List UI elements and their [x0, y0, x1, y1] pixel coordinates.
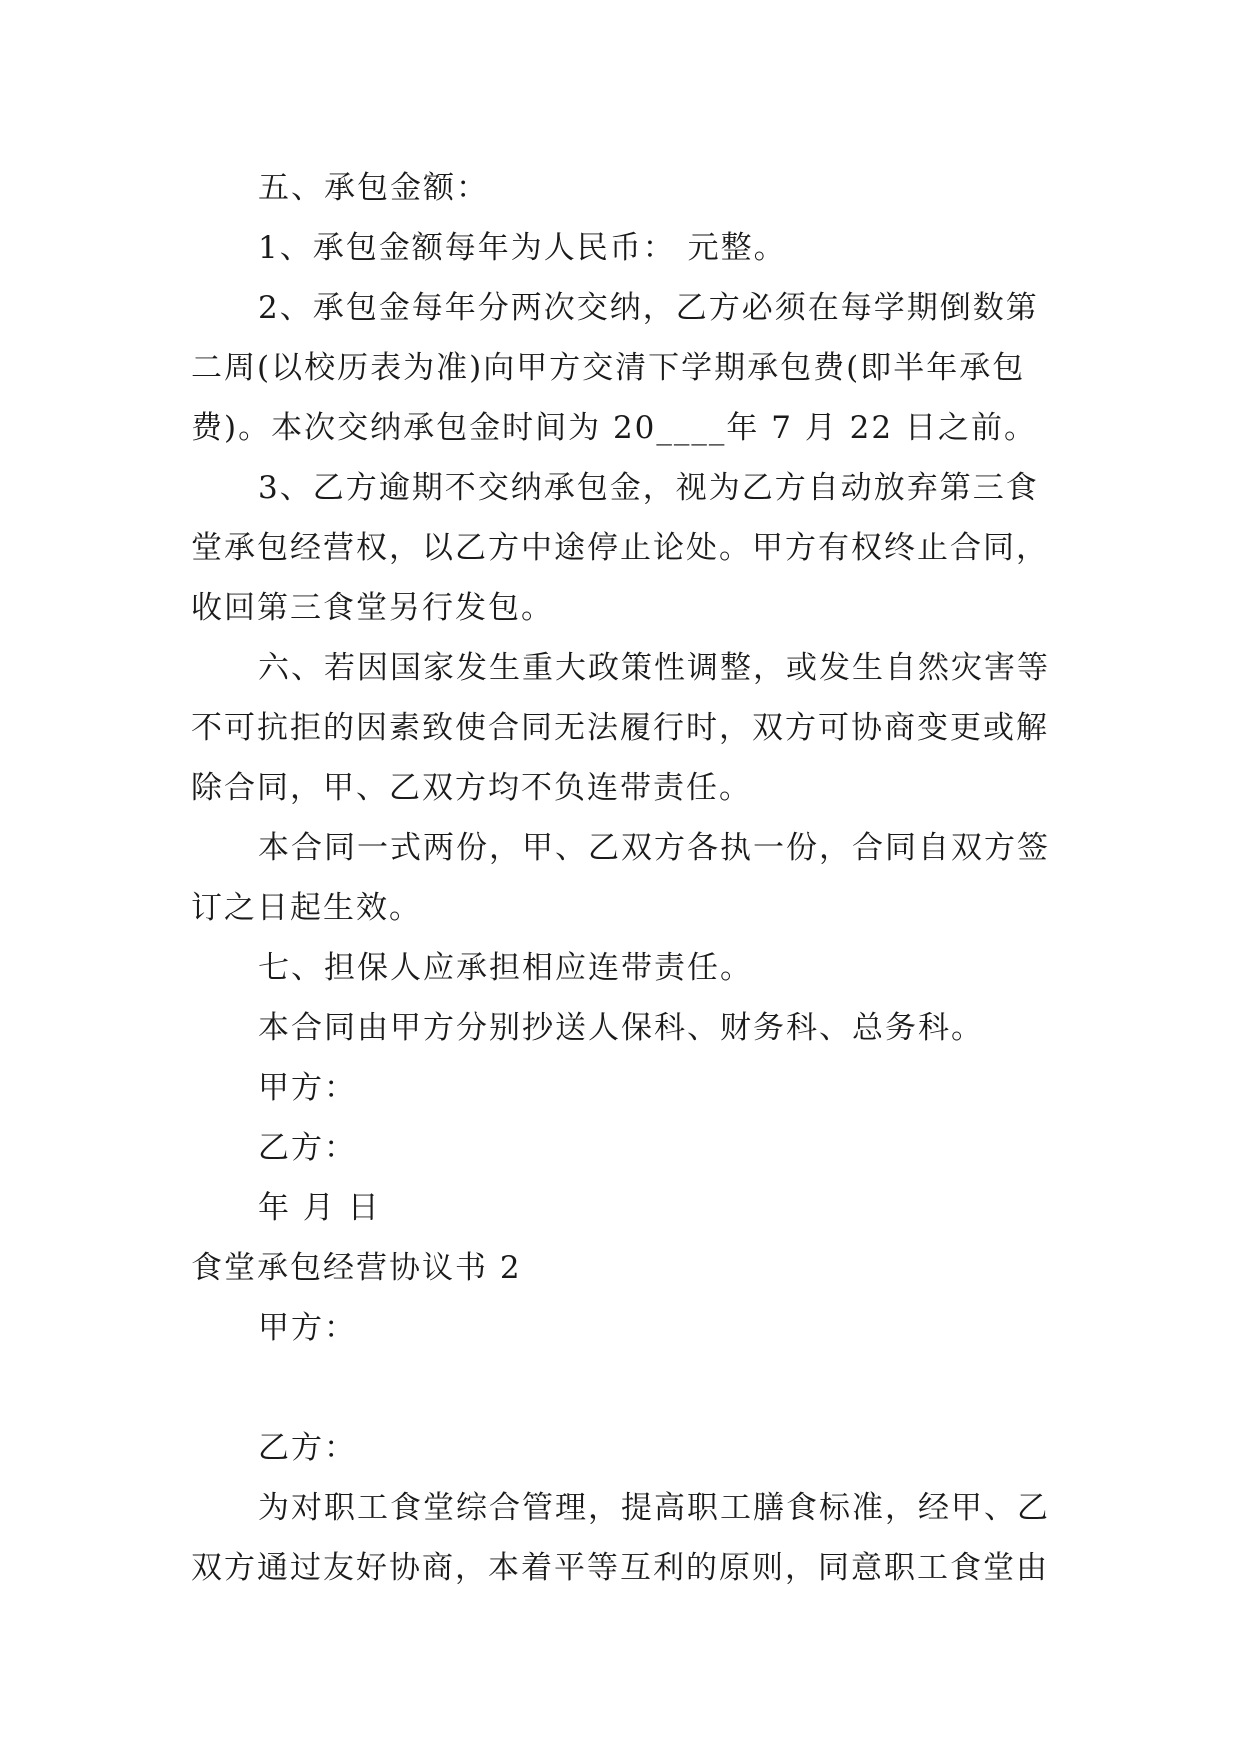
agreement-2-intro-line-2: 双方通过友好协商，本着平等互利的原则，同意职工食堂由	[191, 1550, 1049, 1586]
clause-5-2-line-1: 2、承包金每年分两次交纳，乙方必须在每学期倒数第	[258, 290, 1039, 326]
clause-5-2-line-2: 二周(以校历表为准)向甲方交清下学期承包费(即半年承包	[191, 350, 1026, 386]
copies-clause-line-2: 订之日起生效。	[191, 890, 422, 926]
section-six-line-1: 六、若因国家发生重大政策性调整，或发生自然灾害等	[258, 650, 1050, 686]
section-six-line-2: 不可抗拒的因素致使合同无法履行时，双方可协商变更或解	[191, 710, 1049, 746]
party-b-signature-label: 乙方：	[258, 1130, 357, 1166]
clause-5-3-line-1: 3、乙方逾期不交纳承包金，视为乙方自动放弃第三食	[258, 470, 1039, 506]
agreement-2-party-b: 乙方：	[258, 1430, 357, 1466]
clause-5-3-line-2: 堂承包经营权，以乙方中途停止论处。甲方有权终止合同，	[191, 530, 1049, 566]
agreement-2-intro-line-1: 为对职工食堂综合管理，提高职工膳食标准，经甲、乙	[258, 1490, 1050, 1526]
section-seven: 七、担保人应承担相应连带责任。	[258, 950, 753, 986]
copies-clause-line-1: 本合同一式两份，甲、乙双方各执一份，合同自双方签	[258, 830, 1050, 866]
clause-5-2-line-3: 费)。本次交纳承包金时间为 20____年 7 月 22 日之前。	[191, 410, 1037, 446]
section-five-heading: 五、承包金额：	[258, 170, 489, 206]
agreement-2-party-a: 甲方：	[258, 1310, 357, 1346]
signature-date: 年 月 日	[258, 1190, 381, 1226]
section-six-line-3: 除合同，甲、乙双方均不负连带责任。	[191, 770, 752, 806]
agreement-2-title: 食堂承包经营协议书 2	[191, 1250, 522, 1286]
distribution-clause: 本合同由甲方分别抄送人保科、财务科、总务科。	[258, 1010, 984, 1046]
party-a-signature-label: 甲方：	[258, 1070, 357, 1106]
clause-5-1: 1、承包金额每年为人民币： 元整。	[258, 230, 787, 266]
clause-5-3-line-3: 收回第三食堂另行发包。	[191, 590, 554, 626]
